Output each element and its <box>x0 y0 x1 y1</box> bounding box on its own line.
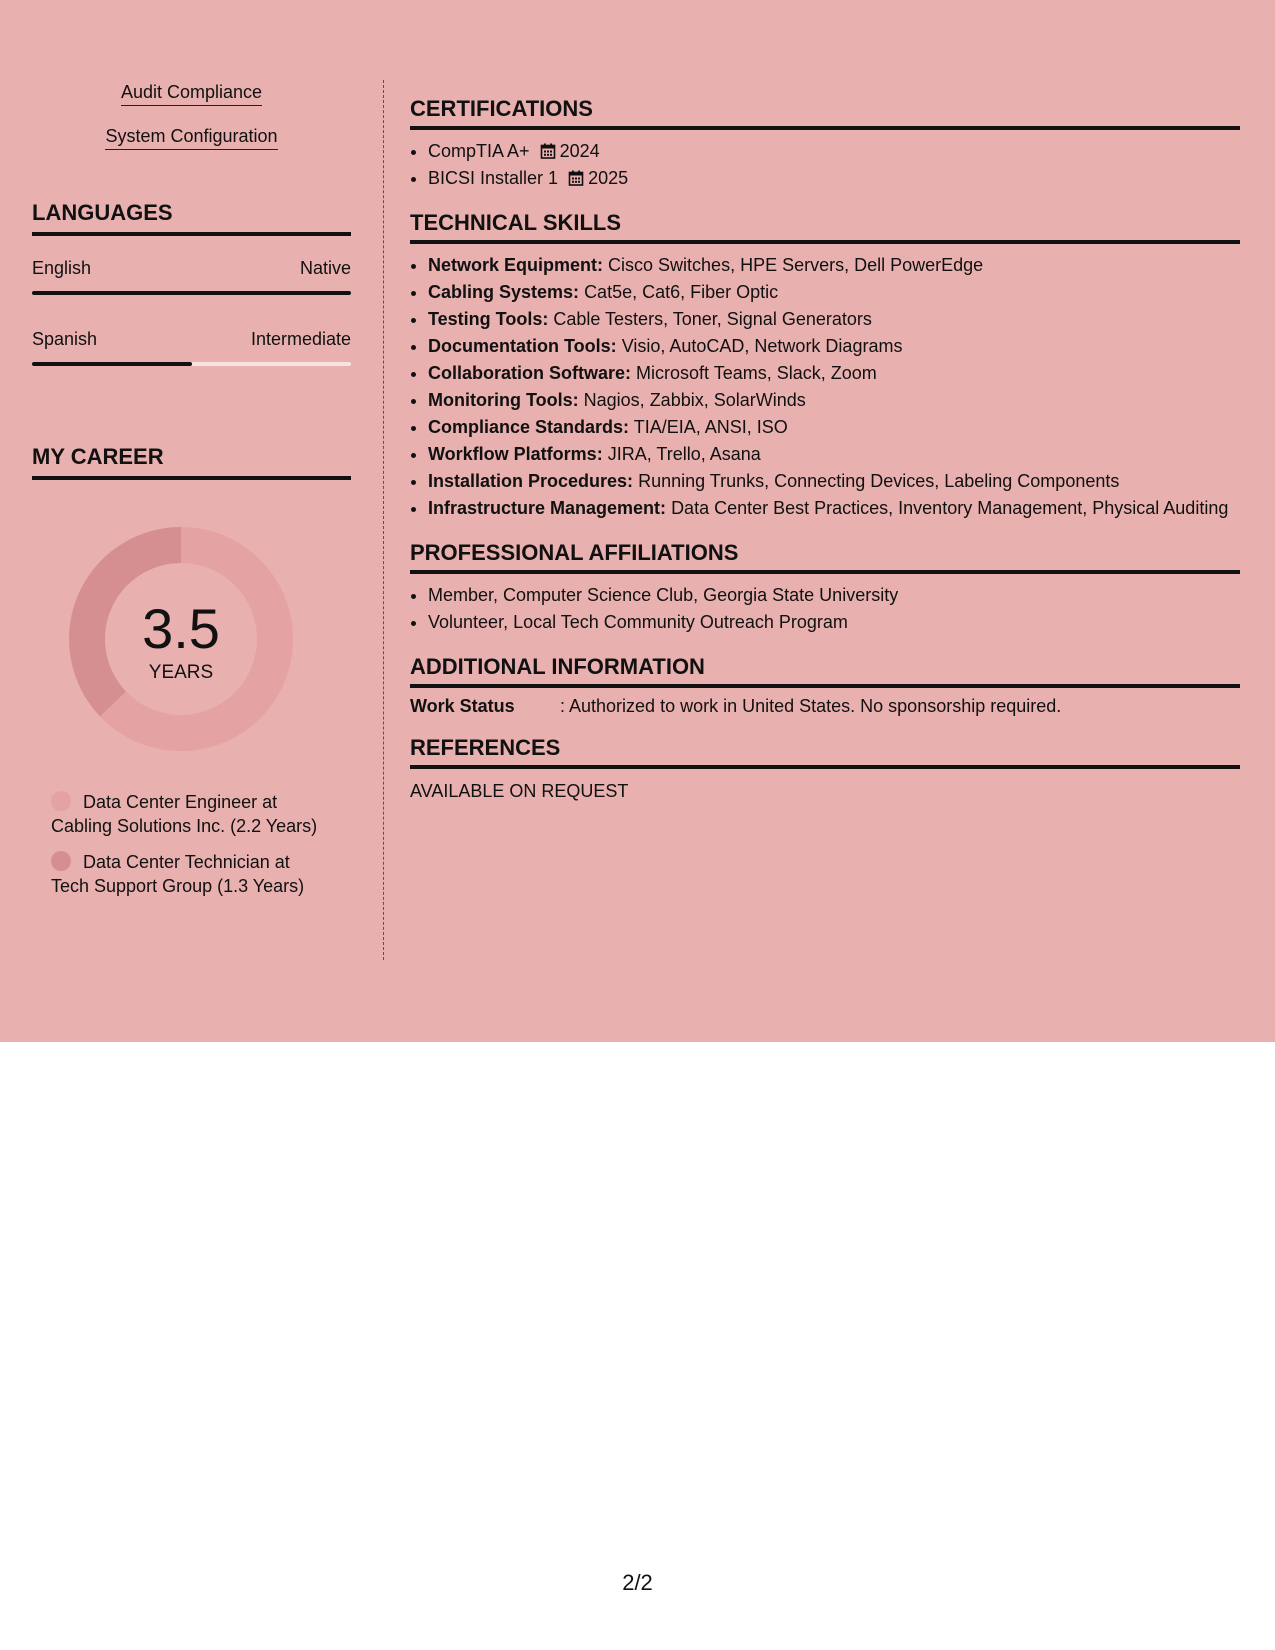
skill-item <box>428 360 1240 387</box>
skill-label: Infrastructure Management: <box>428 498 667 518</box>
skill-item <box>428 387 1240 414</box>
skill-label: Compliance Standards: <box>428 417 630 437</box>
skill-item <box>428 495 1240 522</box>
calendar-icon <box>540 143 556 159</box>
column-divider <box>383 80 384 960</box>
technical-skills-heading: TECHNICAL SKILLS <box>410 210 1240 244</box>
skill-label: Monitoring Tools: <box>428 390 579 410</box>
skill-value: Microsoft Teams, Slack, Zoom <box>636 363 877 383</box>
language-spanish <box>32 329 351 366</box>
skill-item <box>428 441 1240 468</box>
work-status-row <box>410 696 1240 717</box>
certification-year: 2025 <box>588 168 629 188</box>
career-total-unit: YEARS <box>148 662 214 683</box>
language-english <box>32 258 351 295</box>
legend-dot <box>51 791 71 811</box>
career-legend <box>51 790 321 898</box>
career-item-technician <box>51 850 321 898</box>
skill-label: Cabling Systems: <box>428 282 580 302</box>
career-item-label: Data Center Technician at Tech Support Group (1.3 Years) <box>51 852 305 896</box>
certification-name: BICSI Installer 1 <box>428 168 559 188</box>
skill-value: JIRA, Trello, Asana <box>607 444 761 464</box>
skill-label: Collaboration Software: <box>428 363 632 383</box>
additional-info-heading: ADDITIONAL INFORMATION <box>410 654 1240 688</box>
skill-label: Workflow Platforms: <box>428 444 603 464</box>
language-bar <box>32 291 351 295</box>
career-heading: MY CAREER <box>32 444 351 480</box>
career-total-years: 3.5 <box>142 597 220 660</box>
page-number: 2/2 <box>622 1570 653 1595</box>
certification-year: 2024 <box>559 141 600 161</box>
language-name: English <box>32 258 92 278</box>
skill-value: Nagios, Zabbix, SolarWinds <box>583 390 806 410</box>
skill-value: Cisco Switches, HPE Servers, Dell PowerEdge <box>608 255 984 275</box>
languages-section <box>32 200 351 366</box>
skill-value: Visio, AutoCAD, Network Diagrams <box>621 336 903 356</box>
right-column <box>410 96 1240 802</box>
affiliation-item: • Volunteer, Local Tech Community Outreach Program <box>428 609 1240 636</box>
languages-heading: LANGUAGES <box>32 200 351 236</box>
certification-name: CompTIA A+ <box>428 141 530 161</box>
language-level: Native <box>299 258 351 278</box>
legend-dot <box>51 851 71 871</box>
skill-value: Data Center Best Practices, Inventory Management, Physical Auditing <box>671 498 1229 518</box>
certifications-heading: CERTIFICATIONS <box>410 96 1240 130</box>
references-text: AVAILABLE ON REQUEST <box>410 781 629 801</box>
skill-value: Cable Testers, Toner, Signal Generators <box>553 309 872 329</box>
affiliations-heading: PROFESSIONAL AFFILIATIONS <box>410 540 1240 574</box>
affiliations-section <box>410 540 1240 636</box>
skill-item <box>428 252 1240 279</box>
skill-value: TIA/EIA, ANSI, ISO <box>633 417 788 437</box>
language-name: Spanish <box>32 329 98 349</box>
skill-links <box>32 82 351 150</box>
language-bar-fill <box>32 362 192 366</box>
certification-item <box>428 138 1240 165</box>
skill-value: Running Trunks, Connecting Devices, Labeling Components <box>638 471 1120 491</box>
affiliation-item: • Member, Computer Science Club, Georgia State University <box>428 582 1240 609</box>
career-section <box>32 444 351 898</box>
references-section <box>410 735 1240 802</box>
skill-label: Installation Procedures: <box>428 471 634 491</box>
technical-skills-section <box>410 210 1240 522</box>
references-heading: REFERENCES <box>410 735 1240 769</box>
skill-link-system-configuration[interactable]: System Configuration <box>105 126 277 150</box>
skill-item <box>428 468 1240 495</box>
certifications-section <box>410 96 1240 192</box>
work-status-label: Work Status <box>410 696 515 716</box>
calendar-icon <box>568 170 584 186</box>
work-status-value: : Authorized to work in United States. No sponsorship required. <box>560 696 1062 716</box>
left-column <box>32 82 351 898</box>
language-level: Intermediate <box>250 329 351 349</box>
skill-item <box>428 414 1240 441</box>
certification-item <box>428 165 1240 192</box>
additional-info-section <box>410 654 1240 717</box>
career-donut-chart <box>66 524 296 754</box>
career-item-label: Data Center Engineer at Cabling Solutions Inc. (2.2 Years) <box>51 792 318 836</box>
language-bar-fill <box>32 291 351 295</box>
skill-item <box>428 333 1240 360</box>
skill-label: Testing Tools: <box>428 309 549 329</box>
skill-link-audit-compliance[interactable]: Audit Compliance <box>121 82 262 106</box>
skill-item <box>428 279 1240 306</box>
language-bar <box>32 362 351 366</box>
skill-value: Cat5e, Cat6, Fiber Optic <box>584 282 779 302</box>
career-item-engineer <box>51 790 321 838</box>
skill-label: Network Equipment: <box>428 255 604 275</box>
skill-item <box>428 306 1240 333</box>
skill-label: Documentation Tools: <box>428 336 617 356</box>
